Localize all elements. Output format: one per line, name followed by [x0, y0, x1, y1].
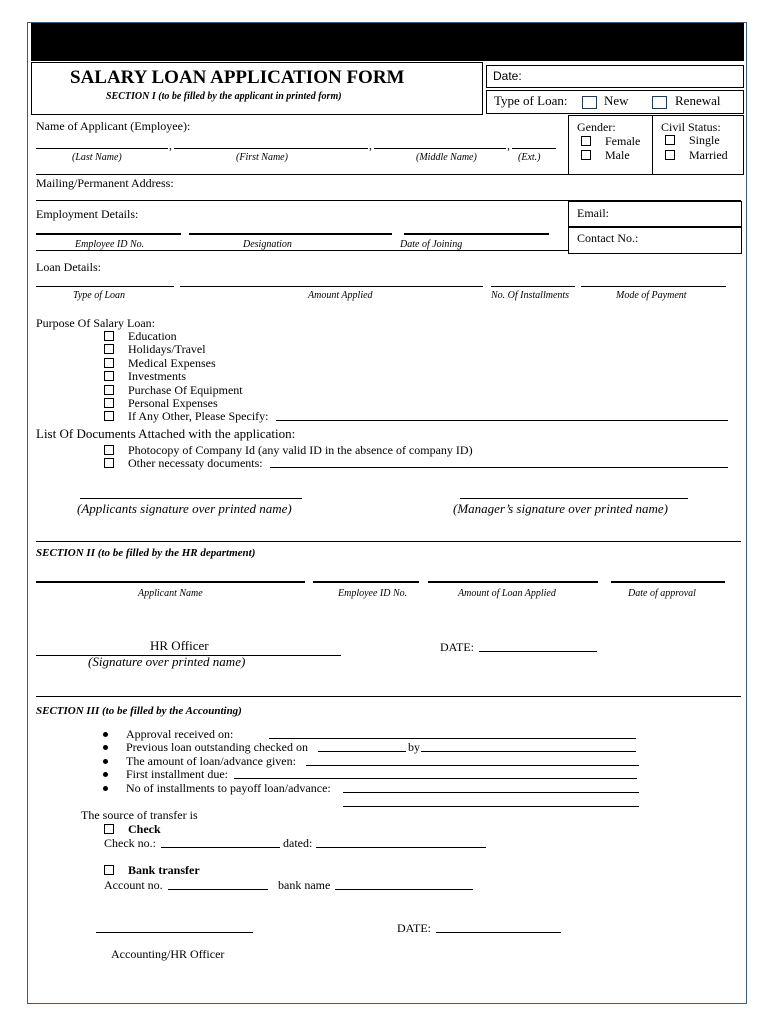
applicant-signature-caption: (Applicants signature over printed name)	[77, 501, 292, 516]
amount-given-line[interactable]	[306, 765, 639, 766]
previous-loan-by-line[interactable]	[421, 751, 636, 752]
type-of-loan-label: Type of Loan:	[494, 93, 568, 108]
applicant-name-label: Name of Applicant (Employee):	[36, 119, 191, 133]
date-box[interactable]	[486, 65, 744, 88]
s2-applicant-name-caption: Applicant Name	[138, 588, 203, 599]
s2-date-field[interactable]	[479, 651, 597, 652]
first-installment-label: First installment due:	[126, 767, 228, 781]
renewal-checkbox[interactable]	[652, 96, 667, 109]
gender-label: Gender:	[577, 120, 616, 134]
bullet	[103, 732, 108, 737]
s2-amount-line[interactable]	[428, 581, 598, 583]
emp-id-line[interactable]	[36, 233, 181, 235]
s3-date-label: DATE:	[397, 921, 431, 935]
first-name-line[interactable]	[174, 148, 368, 149]
approval-received-line[interactable]	[269, 738, 636, 739]
manager-signature-caption: (Manager’s signature over printed name)	[453, 501, 668, 516]
other-docs-line[interactable]	[270, 467, 728, 468]
mode-line[interactable]	[581, 286, 726, 287]
amount-line[interactable]	[180, 286, 483, 287]
joining-caption: Date of Joining	[400, 239, 463, 250]
accounting-signature-line[interactable]	[96, 932, 253, 933]
purpose-education[interactable]: Education	[104, 329, 177, 343]
employment-label: Employment Details:	[36, 207, 139, 221]
s2-amount-caption: Amount of Loan Applied	[458, 588, 556, 599]
married-option[interactable]: Married	[665, 148, 728, 162]
middle-name-caption: (Middle Name)	[416, 152, 477, 163]
hr-officer-label: HR Officer	[150, 638, 209, 653]
num-installments-line-2[interactable]	[343, 806, 639, 807]
documents-label: List Of Documents Attached with the application:	[36, 426, 296, 441]
email-label: Email:	[577, 206, 609, 220]
section3-title: SECTION III (to be filled by the Accounting)	[36, 705, 242, 717]
other-specify-line[interactable]	[276, 420, 728, 421]
bullet	[103, 772, 108, 777]
s2-emp-id-caption: Employee ID No.	[338, 588, 408, 599]
single-option[interactable]: Single	[665, 133, 720, 147]
purpose-medical[interactable]: Medical Expenses	[104, 356, 216, 370]
male-option[interactable]: Male	[581, 148, 630, 162]
manager-signature-line[interactable]	[460, 498, 688, 499]
ext-caption: (Ext.)	[518, 152, 541, 163]
designation-caption: Designation	[243, 239, 292, 250]
last-name-line[interactable]	[36, 148, 168, 149]
renewal-label: Renewal	[675, 93, 721, 108]
emp-id-caption: Employee ID No.	[75, 239, 145, 250]
loan-type-line[interactable]	[36, 286, 174, 287]
loan-type-caption: Type of Loan	[73, 290, 126, 301]
checkbox[interactable]	[104, 398, 114, 408]
checkbox[interactable]	[104, 458, 114, 468]
bullet	[103, 745, 108, 750]
bank-transfer-option[interactable]: Bank transfer	[104, 863, 200, 877]
middle-name-line[interactable]	[374, 148, 506, 149]
section2-title: SECTION II (to be filled by the HR department)	[36, 547, 256, 559]
checkbox[interactable]	[104, 358, 114, 368]
purpose-holidays[interactable]: Holidays/Travel	[104, 342, 206, 356]
account-no-line[interactable]	[168, 889, 268, 890]
previous-loan-label: Previous loan outstanding checked on	[126, 740, 308, 754]
header-bar	[31, 23, 744, 61]
female-checkbox[interactable]	[581, 136, 591, 146]
female-option[interactable]: Female	[581, 134, 640, 148]
checkbox[interactable]	[104, 344, 114, 354]
doc-company-id[interactable]: Photocopy of Company Id (any valid ID in the absence of company ID)	[104, 443, 473, 457]
previous-loan-date-line[interactable]	[318, 751, 406, 752]
num-installments-line[interactable]	[343, 792, 639, 793]
new-checkbox[interactable]	[582, 96, 597, 109]
purpose-other[interactable]: If Any Other, Please Specify:	[104, 409, 268, 423]
amount-given-label: The amount of loan/advance given:	[126, 754, 296, 768]
check-no-label: Check no.:	[104, 836, 156, 850]
approval-received-label: Approval received on:	[126, 727, 234, 741]
num-installments-label: No of installments to payoff loan/advance:	[126, 781, 331, 795]
checkbox[interactable]	[104, 865, 114, 875]
checkbox[interactable]	[104, 445, 114, 455]
checkbox[interactable]	[104, 385, 114, 395]
married-checkbox[interactable]	[665, 150, 675, 160]
checkbox[interactable]	[104, 371, 114, 381]
checkbox[interactable]	[104, 411, 114, 421]
bank-name-line[interactable]	[335, 889, 473, 890]
purpose-personal[interactable]: Personal Expenses	[104, 396, 218, 410]
by-label: by	[408, 740, 420, 754]
loan-details-label: Loan Details:	[36, 260, 101, 274]
address-label: Mailing/Permanent Address:	[36, 176, 174, 190]
s2-date-line[interactable]	[611, 581, 725, 583]
checkbox[interactable]	[104, 824, 114, 834]
s2-date-caption: Date of approval	[628, 588, 696, 599]
check-option[interactable]: Check	[104, 822, 161, 836]
last-name-caption: (Last Name)	[72, 152, 122, 163]
form-title: SALARY LOAN APPLICATION FORM	[70, 67, 405, 88]
single-checkbox[interactable]	[665, 135, 675, 145]
bullet	[103, 759, 108, 764]
designation-line[interactable]	[189, 233, 392, 235]
first-name-caption: (First Name)	[236, 152, 288, 163]
applicant-signature-line[interactable]	[80, 498, 302, 499]
bank-name-label: bank name	[278, 878, 331, 892]
s2-date-label: DATE:	[440, 640, 474, 654]
bullet	[103, 786, 108, 791]
dated-label: dated:	[283, 836, 313, 850]
source-transfer-label: The source of transfer is	[81, 808, 198, 822]
installments-line[interactable]	[491, 286, 575, 287]
divider	[36, 696, 741, 697]
hr-signature-caption: (Signature over printed name)	[88, 654, 246, 669]
contact-label: Contact No.:	[577, 231, 639, 245]
accounting-officer-label: Accounting/HR Officer	[111, 947, 225, 961]
amount-caption: Amount Applied	[308, 290, 373, 301]
installments-caption: No. Of Installments	[491, 290, 570, 301]
checkbox[interactable]	[104, 331, 114, 341]
new-label: New	[604, 93, 629, 108]
s2-applicant-name-line[interactable]	[36, 581, 305, 583]
account-no-label: Account no.	[104, 878, 163, 892]
section1-subtitle: SECTION I (to be filled by the applicant in printed form)	[106, 91, 342, 102]
purpose-equipment[interactable]: Purchase Of Equipment	[104, 383, 243, 397]
doc-other[interactable]: Other necessaty documents:	[104, 456, 263, 470]
ext-line[interactable]	[512, 148, 556, 149]
first-installment-line[interactable]	[234, 778, 637, 779]
s2-emp-id-line[interactable]	[313, 581, 419, 583]
date-label: Date:	[493, 69, 522, 83]
purpose-label: Purpose Of Salary Loan:	[36, 316, 155, 330]
purpose-investments[interactable]: Investments	[104, 369, 186, 383]
joining-line[interactable]	[404, 233, 549, 235]
civil-status-label: Civil Status:	[661, 120, 721, 134]
mode-caption: Mode of Payment	[616, 290, 687, 301]
dated-line[interactable]	[316, 847, 486, 848]
male-checkbox[interactable]	[581, 150, 591, 160]
divider	[36, 541, 741, 542]
s3-date-line[interactable]	[436, 932, 561, 933]
check-no-line[interactable]	[161, 847, 280, 848]
